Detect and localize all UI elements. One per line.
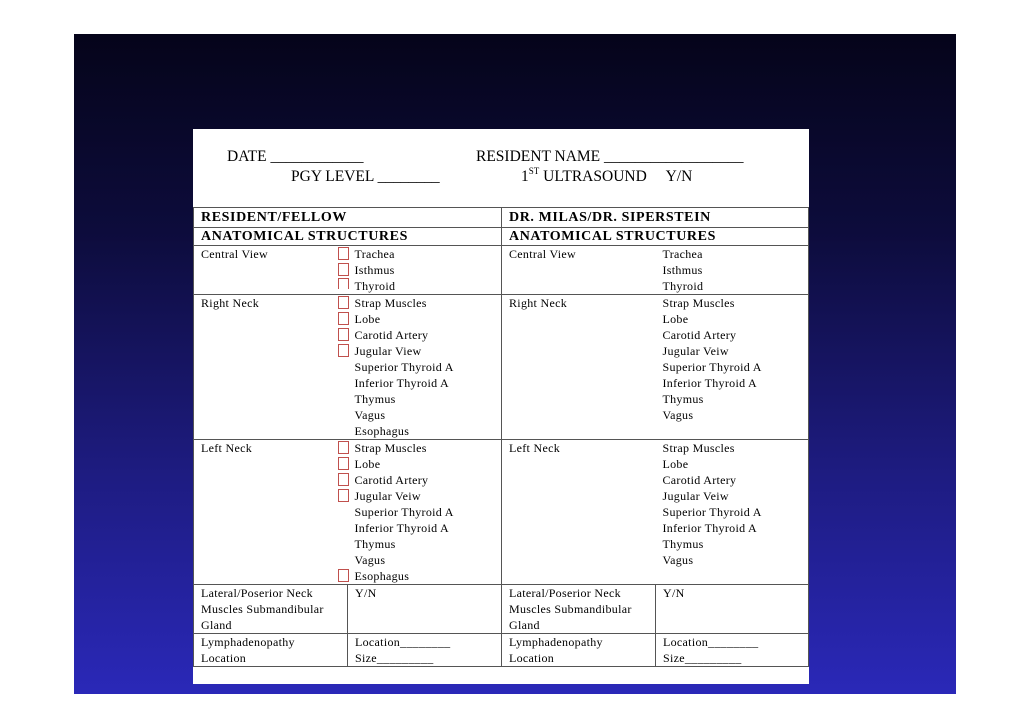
list-item: Lobe [662,457,689,471]
lateral-label-line: Muscles Submandibular [509,602,632,616]
size-field[interactable]: Size_________ [355,651,434,665]
left-anatomical-heading: ANATOMICAL STRUCTURES [194,228,502,246]
list-item: Thymus [354,537,396,551]
table-row [194,295,809,440]
checkbox[interactable] [338,569,349,582]
list-item: Thyroid [354,279,396,293]
list-item: Jugular Veiw [662,344,729,358]
lateral-label-line: Muscles Submandibular [201,602,324,616]
checkbox[interactable] [338,441,349,454]
list-item: Isthmus [662,263,703,277]
checkbox[interactable] [338,312,349,325]
table-row [194,440,809,585]
lymph-label-line: Location [201,651,247,665]
central-view-label: Central View [509,247,576,261]
table-row [194,585,809,634]
list-item: Trachea [354,247,395,261]
first-ultrasound-label [521,168,692,186]
lateral-yn-value: Y/N [663,586,685,600]
table-row [194,634,809,667]
checkbox[interactable] [338,473,349,486]
list-item: Strap Muscles [662,441,735,455]
list-item: Vagus [662,553,694,567]
left-neck-label: Left Neck [201,441,253,455]
list-item: Lobe [354,312,381,326]
list-item: Thymus [662,537,704,551]
list-item: Inferior Thyroid A [354,521,449,535]
lymph-label-line: Lymphadenopathy [201,635,295,649]
list-item: Superior Thyroid A [662,360,762,374]
table-row [194,246,809,295]
attending-heading: DR. MILAS/DR. SIPERSTEIN [502,208,809,228]
structures-table [193,207,809,667]
table-subtitle-row [194,228,809,246]
ultrasound-prefix: 1 [521,168,529,185]
list-item: Lobe [354,457,381,471]
list-item: Superior Thyroid A [354,360,454,374]
checkbox[interactable] [338,247,349,260]
central-view-label: Central View [201,247,268,261]
lateral-label-line: Gland [509,618,540,632]
lymph-label-line: Lymphadenopathy [509,635,603,649]
table-title-row [194,208,809,228]
size-field[interactable]: Size_________ [663,651,742,665]
resident-name-label: RESIDENT NAME __________________ [476,148,744,165]
list-item: Thyroid [662,279,704,293]
list-item: Carotid Artery [662,473,737,487]
list-item: Lobe [662,312,689,326]
list-item: Strap Muscles [662,296,735,310]
right-neck-label: Right Neck [201,296,259,310]
date-label: DATE ____________ [227,148,364,165]
location-field[interactable]: Location________ [663,635,759,649]
resident-fellow-heading: RESIDENT/FELLOW [194,208,502,228]
checkbox[interactable] [338,489,349,502]
lateral-label-line: Lateral/Poserior Neck [201,586,313,600]
list-item: Inferior Thyroid A [662,376,757,390]
lymph-label-line: Location [509,651,555,665]
list-item: Trachea [662,247,703,261]
list-item: Thymus [354,392,396,406]
list-item: Superior Thyroid A [662,505,762,519]
list-item: Vagus [662,408,694,422]
list-item: Carotid Artery [354,328,429,342]
right-neck-label: Right Neck [509,296,567,310]
right-anatomical-heading: ANATOMICAL STRUCTURES [502,228,809,246]
list-item: Vagus [354,553,386,567]
list-item: Isthmus [354,263,395,277]
list-item: Superior Thyroid A [354,505,454,519]
list-item: Vagus [354,408,386,422]
pgy-level-label: PGY LEVEL ________ [291,168,440,185]
list-item: Strap Muscles [354,296,427,310]
checkbox[interactable] [338,278,349,289]
left-neck-label: Left Neck [509,441,561,455]
location-field[interactable]: Location________ [355,635,451,649]
checkbox[interactable] [338,328,349,341]
lateral-label-line: Gland [201,618,232,632]
checkbox[interactable] [338,344,349,357]
list-item: Jugular Veiw [662,489,729,503]
checkbox[interactable] [338,296,349,309]
ultrasound-suffix: ULTRASOUND Y/N [539,168,693,185]
list-item: Strap Muscles [354,441,427,455]
list-item: Inferior Thyroid A [354,376,449,390]
ultrasound-superscript: ST [528,166,540,176]
lateral-label-line: Lateral/Poserior Neck [509,586,621,600]
lateral-yn-value: Y/N [355,586,377,600]
list-item: Inferior Thyroid A [662,521,757,535]
list-item: Carotid Artery [354,473,429,487]
list-item: Jugular View [354,344,422,358]
list-item: Thymus [662,392,704,406]
list-item: Jugular Veiw [354,489,421,503]
list-item: Carotid Artery [662,328,737,342]
list-item: Esophagus [354,424,410,438]
checkbox[interactable] [338,263,349,276]
ultrasound-form [193,129,809,684]
list-item: Esophagus [354,569,410,583]
checkbox[interactable] [338,457,349,470]
